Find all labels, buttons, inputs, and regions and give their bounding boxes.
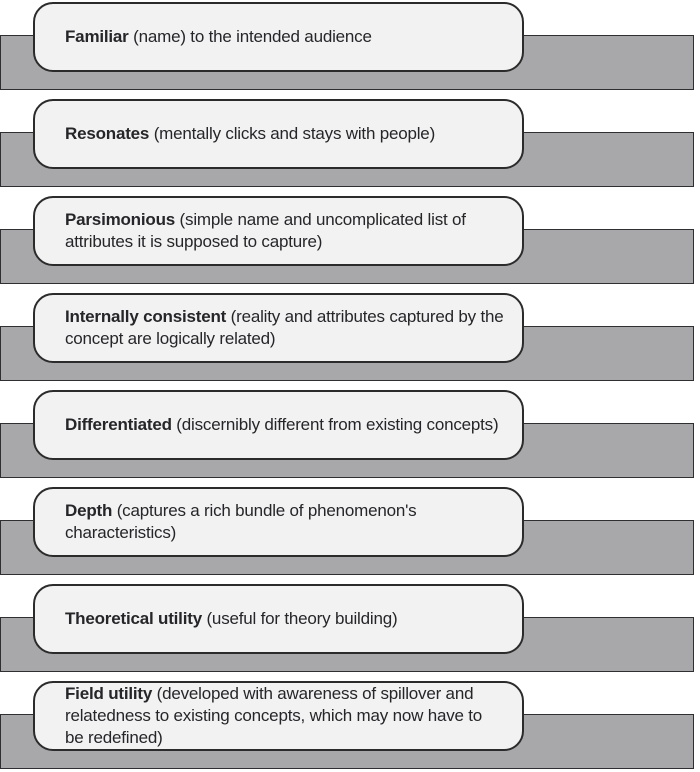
concept-card <box>33 2 524 72</box>
concept-description: (developed with awareness of spillover and relatedness to existing concepts, which may now have to be redefined) <box>65 684 483 747</box>
concept-description: (captures a rich bundle of phenomenon's characteristics) <box>65 501 417 542</box>
concept-row-internally-consistent <box>0 293 700 390</box>
concept-text <box>35 500 522 544</box>
concept-card <box>33 196 524 266</box>
concept-row-resonates <box>0 99 700 196</box>
concept-row-familiar <box>0 2 700 99</box>
concept-description: (simple name and uncomplicated list of attributes it is supposed to capture) <box>65 210 466 251</box>
concept-term: Differentiated <box>65 415 172 434</box>
concept-text <box>35 306 522 350</box>
concept-term: Field utility <box>65 684 153 703</box>
concept-term: Theoretical utility <box>65 609 202 628</box>
concept-term: Depth <box>65 501 113 520</box>
concept-card <box>33 584 524 654</box>
concept-description: (discernibly different from existing concepts) <box>171 415 499 434</box>
concept-description: (mentally clicks and stays with people) <box>149 124 436 143</box>
concept-text <box>35 209 522 253</box>
concept-term: Resonates <box>65 124 150 143</box>
concept-description: (reality and attributes captured by the concept are logically related) <box>65 307 504 348</box>
concept-card <box>33 390 524 460</box>
concept-text <box>35 608 414 630</box>
concept-row-field-utility <box>0 681 700 772</box>
concept-card <box>33 99 524 169</box>
concept-row-parsimonious <box>0 196 700 293</box>
concept-term: Familiar <box>65 27 129 46</box>
concept-text <box>35 26 389 48</box>
concept-term: Internally consistent <box>65 307 227 326</box>
concept-row-differentiated <box>0 390 700 487</box>
concept-card <box>33 681 524 751</box>
concept-card <box>33 487 524 557</box>
concept-row-theoretical-utility <box>0 584 700 681</box>
concept-description: (name) to the intended audience <box>128 27 372 46</box>
concept-card <box>33 293 524 363</box>
concept-row-depth <box>0 487 700 584</box>
concept-term: Parsimonious <box>65 210 176 229</box>
concept-description: (useful for theory building) <box>201 609 398 628</box>
concept-text <box>35 414 515 436</box>
concept-text <box>35 123 452 145</box>
concept-text <box>35 683 522 749</box>
